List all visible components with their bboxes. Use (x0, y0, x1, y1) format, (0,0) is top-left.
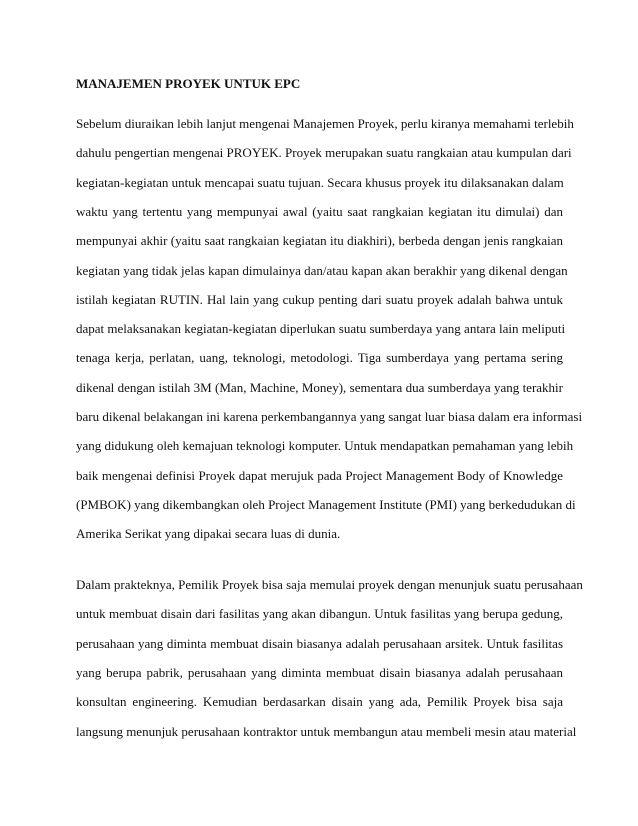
text-line: Dalam prakteknya, Pemilik Proyek bisa saja memulai proyek dengan menunjuk suatu perusahaan (76, 577, 583, 592)
text-line: yang didukung oleh kemajuan teknologi komputer. Untuk mendapatkan pemahaman yang lebih (76, 438, 574, 454)
text-line: (PMBOK) yang dikembangkan oleh Project Management Institute (PMI) yang berkedudukan di (76, 496, 576, 512)
text-line: Amerika Serikat yang dipakai secara luas di dunia. (76, 526, 341, 542)
text-line: perusahaan yang diminta membuat disain biasanya adalah perusahaan arsitek. Untuk fasilitas (76, 635, 563, 651)
text-line: baik mengenai definisi Proyek dapat merujuk pada Project Management Body of Knowledge (76, 467, 563, 483)
text-line: untuk membuat disain dari fasilitas yang akan dibangun. Untuk fasilitas yang berupa gedung, (76, 606, 563, 622)
text-line: konsultan engineering. Kemudian berdasarkan disain yang ada, Pemilik Proyek bisa saja (76, 694, 563, 710)
text-line: mempunyai akhir (yaitu saat rangkaian kegiatan itu diakhiri), berbeda dengan jenis rangkaian (76, 233, 563, 249)
document-title: MANAJEMEN PROYEK UNTUK EPC (76, 76, 301, 91)
text-line: dapat melaksanakan kegiatan-kegiatan diperlukan suatu sumberdaya yang antara lain meliputi (76, 321, 566, 337)
text-line: istilah kegiatan RUTIN. Hal lain yang cukup penting dari suatu proyek adalah bahwa untuk (76, 291, 563, 307)
text-line: waktu yang tertentu yang mempunyai awal (yaitu saat rangkaian kegiatan itu dimulai) dan (76, 203, 563, 219)
text-line: yang berupa pabrik, perusahaan yang diminta membuat disain biasanya adalah perusahaan (76, 664, 563, 680)
text-line: langsung menunjuk perusahaan kontraktor untuk membangun atau membeli mesin atau material (76, 723, 577, 739)
text-line: dahulu pengertian mengenai PROYEK. Proyek merupakan suatu rangkaian atau kumpulan dari (76, 145, 572, 161)
text-line: baru dikenal belakangan ini karena perkembangannya yang sangat luar biasa dalam era informasi (76, 409, 583, 424)
text-line: dikenal dengan istilah 3M (Man, Machine, Money), sementara dua sumberdaya yang terakhir (76, 379, 563, 395)
text-line: Sebelum diuraikan lebih lanjut mengenai Manajemen Proyek, perlu kiranya memahami terlebih (76, 116, 574, 131)
text-line: kegiatan-kegiatan untuk mencapai suatu tujuan. Secara khusus proyek itu dilaksanakan dalam (76, 174, 564, 190)
text-line: kegiatan yang tidak jelas kapan dimulainya dan/atau kapan akan berakhir yang dikenal dengan (76, 262, 568, 278)
text-line: tenaga kerja, perlatan, uang, teknologi, metodologi. Tiga sumberdaya yang pertama sering (76, 350, 563, 366)
